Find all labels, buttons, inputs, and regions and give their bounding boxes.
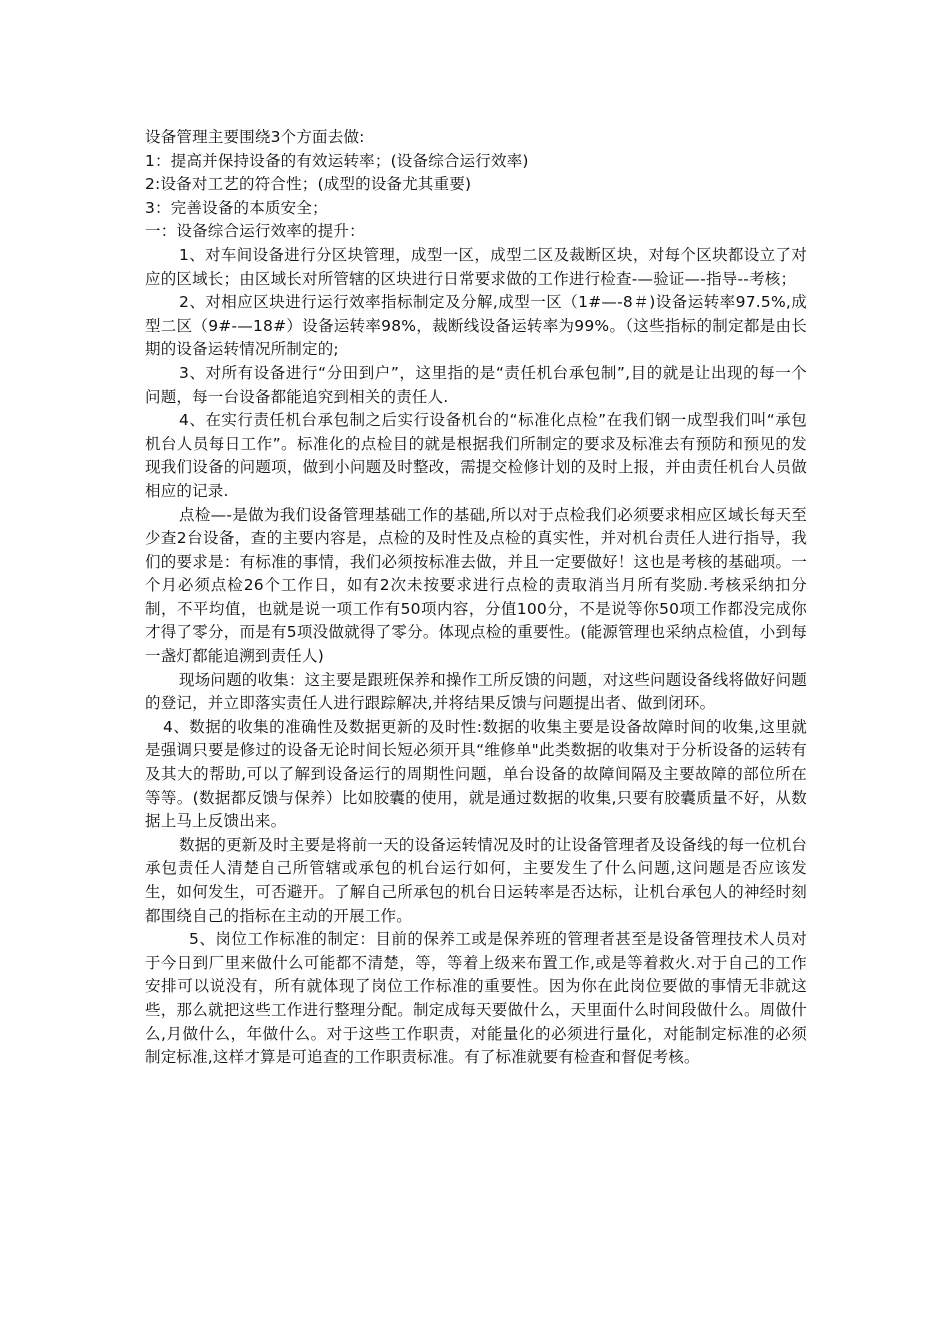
paragraph-data-collection: 4、数据的收集的准确性及数据更新的及时性:数据的收集主要是设备故障时间的收集,这里就是强调只要是修过的设备无论时间长短必须开具“维修单"此类数据的收集对于分析设备的运转有及其大的帮助,可以了解到设备运行的周期性问题，单台设备的故障间隔及主要故障的部位所在等等。(数据都反馈与保养）比如胶囊的使用，就是通过数据的收集,只要有胶囊质量不好，从数据上马上反馈出来。	[145, 717, 807, 831]
paragraph-zone-management: 1、对车间设备进行分区块管理，成型一区，成型二区及裁断区块，对每个区块都设立了对应的区域长；由区域长对所管辖的区块进行日常要求做的工作进行检查-—验证—-指导--考核；	[145, 245, 807, 288]
aspect-2-line: 2:设备对工艺的符合性；(成型的设备尤其重要)	[145, 175, 472, 194]
section-heading: 一：设备综合运行效率的提升：	[145, 222, 365, 241]
paragraph-inspection-basis: 点检—-是做为我们设备管理基础工作的基础,所以对于点检我们必须要求相应区域长每天至少查2台设备，查的主要内容是，点检的及时性及点检的真实性，并对机台责任人进行指导，我们的要求是：有标准的事情，我们必须按标准去做，并且一定要做好！这也是考核的基础项。一个月必须点检26个工作日，如有2次未按要求进行点检的责取消当月所有奖励.考核采纳扣分制，不平均值，也就是说一项工作有50项内容，分值100分，不是说等你50项工作都没完成你才得了零分，而是有5项没做就得了零分。体现点检的重要性。(能源管理也采纳点检值，小到每一盏灯都能追溯到责任人)	[145, 505, 807, 666]
paragraph-standard-inspection: 4、在实行责任机台承包制之后实行设备机台的“标准化点检”在我们钢一成型我们叫“承包机台人员每日工作”。标准化的点检目的就是根据我们所制定的要求及标准去有预防和预见的发现我们设备的问题项，做到小问题及时整改，需提交检修计划的及时上报，并由责任机台人员做相应的记录.	[145, 411, 807, 500]
aspect-1-line: 1：提高并保持设备的有效运转率；(设备综合运行效率)	[145, 151, 529, 170]
document-page	[145, 126, 807, 1070]
aspect-3-line: 3：完善设备的本质安全；	[145, 198, 328, 217]
paragraph-post-standards: 5、岗位工作标准的制定：目前的保养工或是保养班的管理者甚至是设备管理技术人员对于今日到厂里来做什么可能都不清楚，等，等着上级来布置工作,或是等着救火.对于自己的工作安排可以说没有，所有就体现了岗位工作标准的重要性。因为你在此岗位要做的事情无非就这些，那么就把这些工作进行整理分配。制定成每天要做什么，天里面什么时间段做什么。周做什么,月做什么，年做什么。对于这些工作职责，对能量化的必须进行量化，对能制定标准的必须制定标准,这样才算是可追查的工作职责标准。有了标准就要有检查和督促考核。	[145, 930, 807, 1067]
paragraph-efficiency-targets: 2、对相应区块进行运行效率指标制定及分解,成型一区（1#—-8＃)设备运转率97.5%,成型二区（9#-—18#）设备运转率98%，裁断线设备运转率为99%。（这些指标的制定都是由长期的设备运转情况所制定的;	[145, 293, 807, 359]
paragraph-field-issues: 现场问题的收集：这主要是跟班保养和操作工所反馈的问题，对这些问题设备线将做好问题的登记，并立即落实责任人进行跟踪解决,并将结果反馈与问题提出者、做到闭环。	[145, 670, 808, 713]
paragraph-responsibility: 3、对所有设备进行“分田到户”，这里指的是“责任机台承包制”,目的就是让出现的每一个问题，每一台设备都能追究到相关的责任人.	[145, 363, 807, 406]
intro-line: 设备管理主要围绕3个方面去做:	[145, 128, 365, 146]
paragraph-data-update: 数据的更新及时主要是将前一天的设备运转情况及时的让设备管理者及设备线的每一位机台承包责任人清楚自己所管辖或承包的机台运行如何，主要发生了什么问题,这问题是否应该发生，如何发生，可否避开。了解自己所承包的机台日运转率是否达标，让机台承包人的神经时刻都围绕自己的指标在主动的开展工作。	[145, 835, 808, 925]
